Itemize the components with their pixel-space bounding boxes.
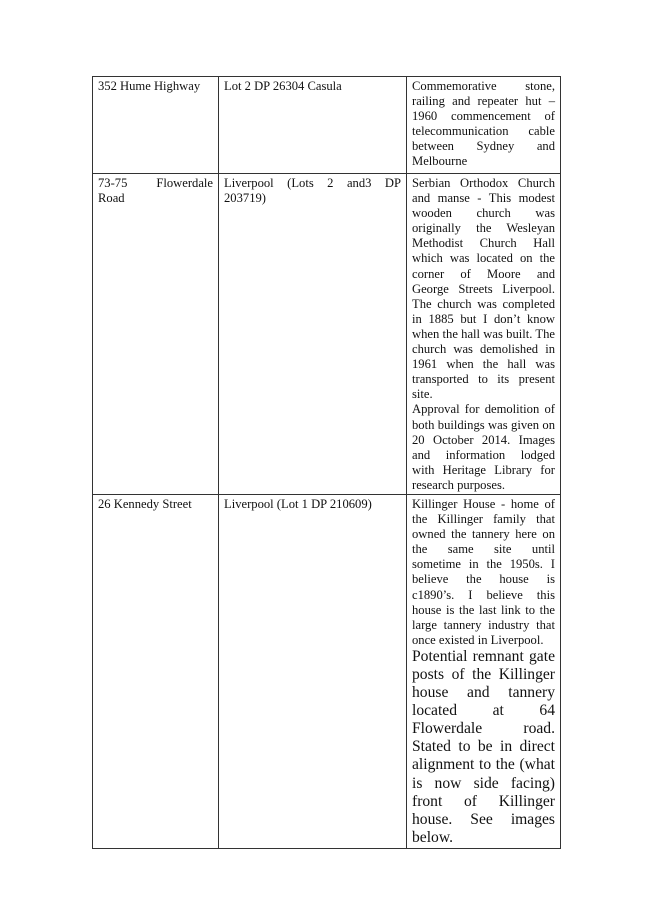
location-cell: Liverpool (Lot 1 DP 210609) xyxy=(219,494,407,848)
location-cell: Lot 2 DP 26304 Casula xyxy=(219,77,407,174)
location-cell: Liverpool (Lots 2 and3 DP 203719) xyxy=(219,174,407,495)
description-text: Commemorative stone, railing and repeater hut – 1960 commencement of telecommunication cable between Sydney and Melbourne xyxy=(412,79,555,169)
description-cell xyxy=(407,494,561,848)
description-cell xyxy=(407,77,561,174)
description-text: Serbian Orthodox Church and manse - This modest wooden church was originally the Wesleyan Methodist Church Hall which was located on the corner of Moore and George Streets Liverpool. The church was completed in 1885 but I don’t know when the hall was built. The church was demolished in 1961 when the hall was transported to its present site. xyxy=(412,176,555,402)
address-cell: 352 Hume Highway xyxy=(93,77,219,174)
description-cell xyxy=(407,174,561,495)
table-row xyxy=(93,494,561,848)
description-text: Approval for demolition of both buildings was given on 20 October 2014. Images and information lodged with Heritage Library for research purposes. xyxy=(412,402,555,492)
table-row xyxy=(93,174,561,495)
address-cell: 26 Kennedy Street xyxy=(93,494,219,848)
table-row xyxy=(93,77,561,174)
description-text: Killinger House - home of the Killinger family that owned the tannery here on the same site until sometime in the 1950s. I believe the house is c1890’s. I believe this house is the last link to the large tannery industry that once existed in Liverpool. xyxy=(412,496,555,647)
heritage-items-table xyxy=(92,76,561,849)
gate-posts-note: Potential remnant gate posts of the Killinger house and tannery located at 64 Flowerdale road. Stated to be in direct alignment to the (what is now side facing) front of Killinger house. See images below. xyxy=(412,647,555,846)
address-cell: 73-75 Flowerdale Road xyxy=(93,174,219,495)
